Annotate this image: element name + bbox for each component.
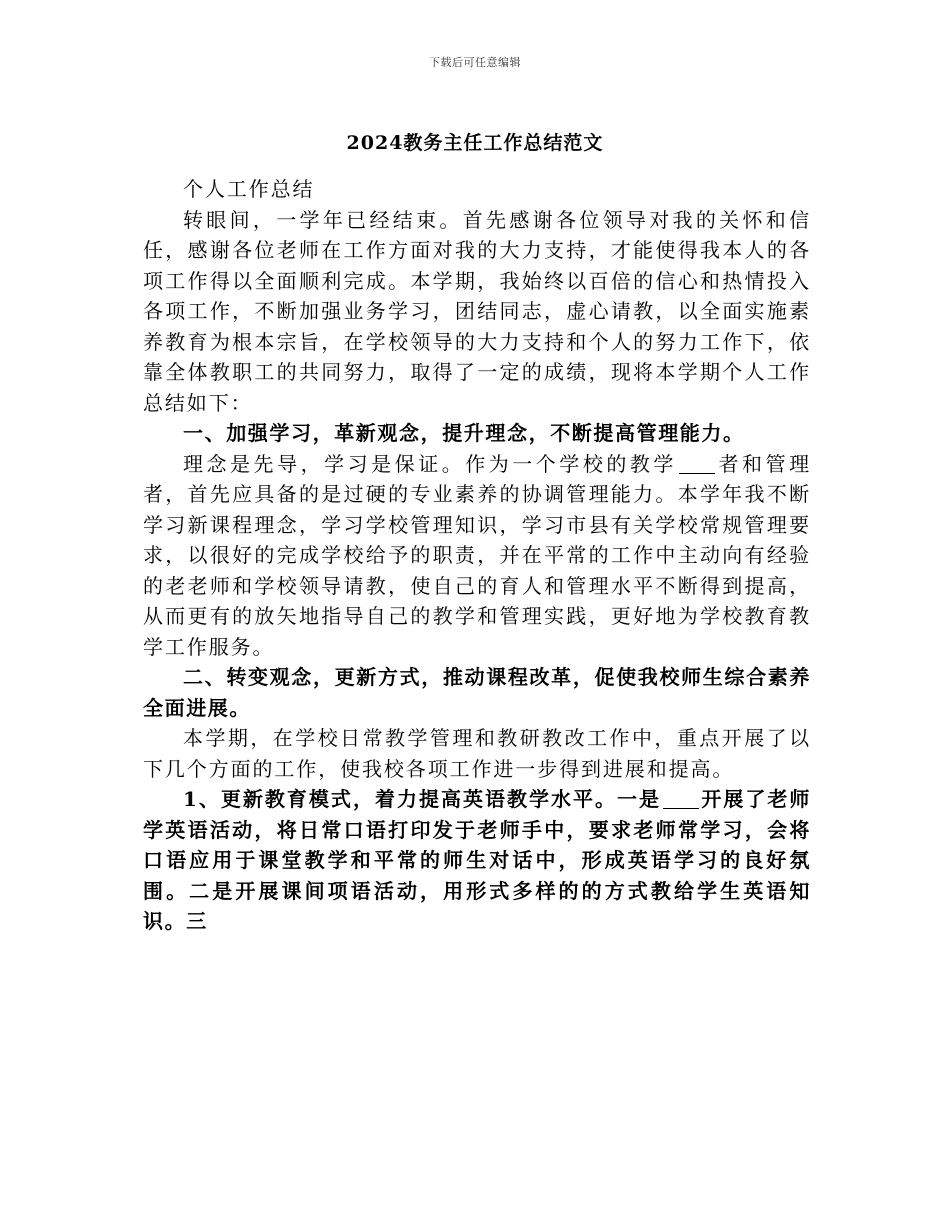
document-title: 2024教务主任工作总结范文 (346, 132, 604, 154)
section-1-heading: 一、加强学习，革新观念，提升理念，不断提高管理能力。 (183, 421, 745, 445)
fill-in-blank (663, 788, 699, 809)
item-1-paragraph (143, 784, 811, 937)
page-header-note: 下载后可任意编辑 (429, 56, 521, 69)
document-body (143, 174, 811, 937)
item-1-text-end: 开展了老师学英语活动，将日常口语打印发于老师手中，要求老师常学习，会将口语应用于课堂教学和平常的师生对话中，形成英语学习的良好氛围。二是开展课间项语活动，用形式多样的的方式教给学生英语知识。三 (143, 787, 811, 933)
document-subtitle: 个人工作总结 (183, 177, 315, 201)
section-1-paragraph (143, 449, 811, 663)
fill-in-blank (679, 453, 715, 474)
section-2-paragraph: 本学期，在学校日常教学管理和教研教改工作中，重点开展了以下几个方面的工作，使我校各项工作进一步得到进展和提高。 (143, 726, 811, 781)
intro-paragraph: 转眼间，一学年已经结束。首先感谢各位领导对我的关怀和信任，感谢各位老师在工作方面对我的大力支持，才能使得我本人的各项工作得以全面顺利完成。本学期，我始终以百倍的信心和热情投入各项工作，不断加强业务学习，团结同志，虚心请教，以全面实施素养教育为根本宗旨，在学校领导的大力支持和个人的努力工作下，依靠全体教职工的共同努力，取得了一定的成绩，现将本学期个人工作总结如下： (143, 207, 811, 415)
section-1-text-end: 者和管理者，首先应具备的是过硬的专业素养的协调管理能力。本学年我不断学习新课程理念，学习学校管理知识，学习市县有关学校常规管理要求，以很好的完成学校给予的职责，并在平常的工作中主动向有经验的老老师和学校领导请教，使自己的育人和管理水平不断得到提高，从而更有的放矢地指导自己的教学和管理实践，更好地为学校教育教学工作服务。 (143, 451, 811, 659)
section-1-text-start: 理念是先导，学习是保证。作为一个学校的教学 (183, 451, 677, 476)
section-2-heading: 二、转变观念，更新方式，推动课程改革，促使我校师生综合素养全面进展。 (143, 665, 811, 720)
item-1-text-start: 1、更新教育模式，着力提高英语教学水平。一是 (183, 787, 661, 811)
